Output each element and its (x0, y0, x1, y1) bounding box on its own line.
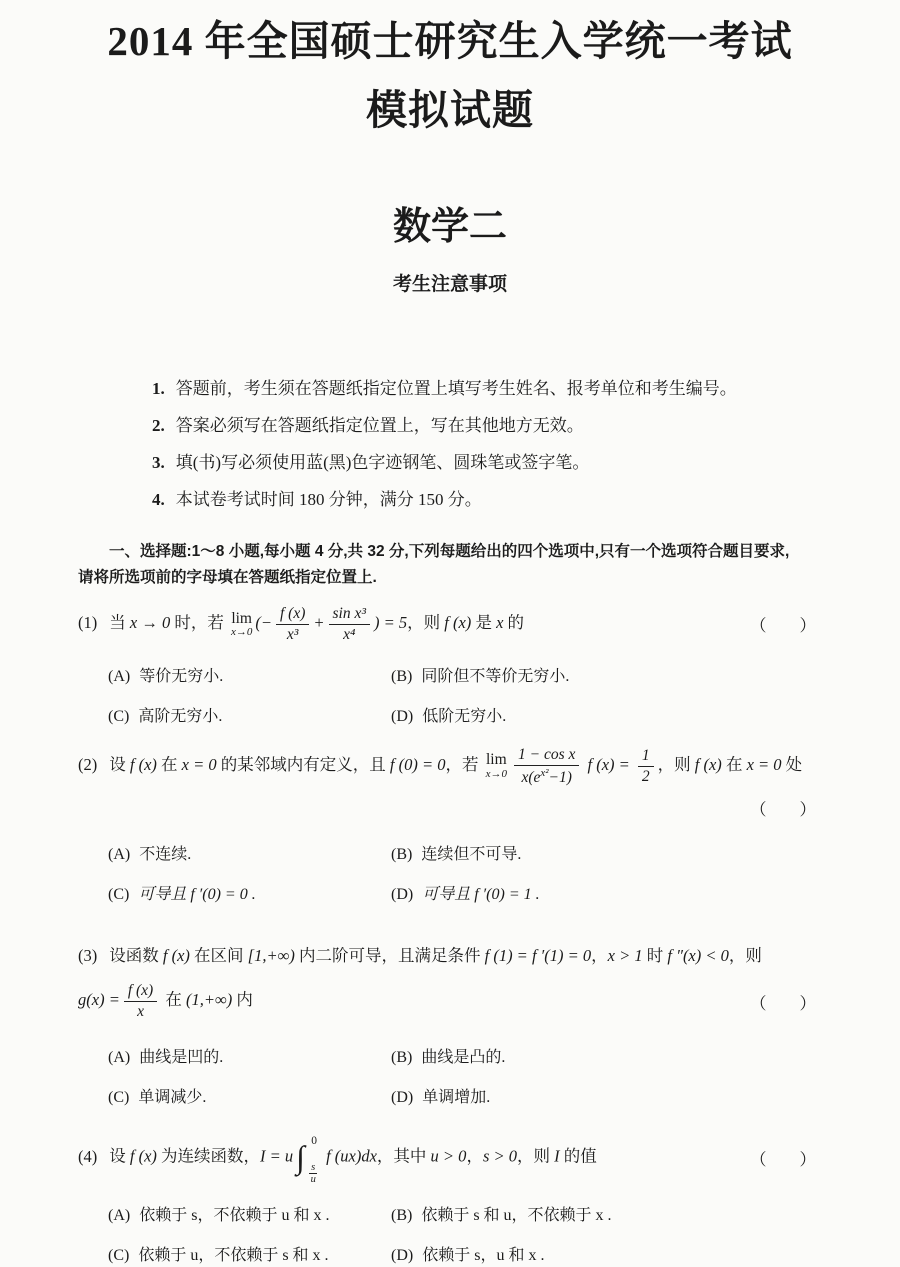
option-b (391, 1047, 840, 1069)
math-text: f (x) (129, 1146, 157, 1166)
question-3-stem-line1 (78, 942, 840, 966)
notice-heading: 考生注意事项 (392, 274, 507, 296)
question-number: (3) (78, 946, 98, 966)
stem-text: ，则 (728, 946, 762, 966)
math-text: x = 0 (181, 754, 217, 774)
notice-text: 答案必须写在答题纸指定位置上，写在其他地方无效。 (175, 416, 584, 436)
notice-number: 1. (152, 379, 165, 399)
stem-text: 当 (109, 613, 130, 633)
math-text: g(x) = (78, 990, 120, 1010)
fraction-numerator: 1 (638, 747, 654, 767)
math-text: x > 1 (607, 946, 643, 966)
fraction-numerator: f (x) (124, 982, 157, 1002)
den-text: x(e (521, 768, 541, 786)
option-c (108, 706, 391, 728)
integral-icon: ∫ (296, 1139, 305, 1176)
option-text: 低阶无穷小. (422, 707, 507, 725)
option-label: (C) (108, 886, 130, 904)
mini-fraction-numerator: s (311, 1161, 316, 1173)
math-text: s > 0 (482, 1146, 517, 1166)
math-text: I = u (260, 1146, 294, 1166)
fraction (276, 605, 309, 644)
limit-operator (231, 611, 252, 639)
option-b (391, 844, 840, 866)
notice-number: 2. (152, 416, 165, 436)
notice-list (152, 378, 840, 511)
integral-lower-limit (309, 1162, 317, 1189)
lim-word: lim (231, 609, 252, 627)
math-text: f (1) = f ′(1) = 0 (484, 946, 592, 966)
math-text: ) = 5 (374, 613, 408, 633)
notice-item-3 (152, 452, 840, 474)
math-text: (− (255, 613, 272, 633)
integral-upper-limit: 0 (311, 1135, 317, 1148)
option-b (391, 666, 840, 688)
option-text: 依赖于 s 和 u，不依赖于 x . (421, 1206, 612, 1224)
limit-operator (486, 752, 507, 780)
option-text: 同阶但不等价无穷小. (421, 667, 570, 685)
stem-text: 时 (642, 946, 668, 966)
option-d (391, 1087, 840, 1109)
stem-text: 时，若 (170, 613, 228, 633)
stem-text: ， (466, 1146, 483, 1166)
option-text: 连续但不可导. (421, 846, 522, 864)
question-4-options (108, 1205, 840, 1267)
notice-number: 3. (152, 453, 165, 473)
stem-text: 在 (156, 754, 182, 774)
fraction-denominator: x⁴ (343, 625, 356, 643)
question-1 (60, 603, 840, 728)
stem-text: 的 (503, 613, 525, 633)
fraction (638, 747, 654, 786)
question-number: (1) (78, 613, 98, 633)
math-text: f (x) (444, 613, 472, 633)
option-label: (D) (391, 707, 414, 725)
stem-text: 内 (232, 990, 253, 1010)
stem-text: 在 (161, 990, 186, 1010)
math-text: x = 0 (746, 754, 782, 774)
fraction (514, 746, 579, 787)
option-text: 可导且 f ′(0) = 0 . (138, 886, 256, 904)
math-text: x → 0 (129, 613, 171, 633)
fraction-denominator (514, 766, 579, 787)
notice-text: 填(书)写必须使用蓝(黑)色字迹钢笔、圆珠笔或签字笔。 (175, 453, 590, 473)
math-text: f ″(x) < 0 (667, 946, 729, 966)
stem-text: 内二阶可导，且满足条件 (294, 946, 485, 966)
math-text: f (x) (162, 946, 190, 966)
math-text: x (496, 613, 504, 633)
math-text: f (x) (694, 754, 722, 774)
question-number: (4) (78, 1146, 98, 1166)
notice-item-1 (152, 378, 840, 400)
option-a (108, 666, 391, 688)
question-4-content (78, 1135, 738, 1186)
option-text: 依赖于 u，不依赖于 s 和 x . (138, 1246, 329, 1264)
stem-text: ，若 (445, 754, 483, 774)
option-a (108, 1205, 391, 1227)
fraction-denominator: x (137, 1003, 144, 1021)
question-4 (60, 1135, 840, 1267)
fraction (124, 982, 157, 1021)
option-label: (C) (108, 1246, 130, 1264)
stem-text: 在区间 (189, 946, 248, 966)
option-label: (A) (108, 1206, 131, 1224)
fraction-denominator: x³ (286, 625, 299, 643)
fraction-numerator: sin x³ (329, 605, 371, 625)
math-text: + (313, 613, 325, 633)
math-text: f (x) = (583, 754, 634, 774)
math-text: (1,+∞) (185, 990, 233, 1010)
option-label: (A) (108, 846, 131, 864)
answer-blank: （ ） (750, 1149, 816, 1169)
question-3-content (78, 980, 738, 1023)
math-text: [1,+∞) (247, 946, 295, 966)
option-label: (C) (108, 1089, 130, 1107)
notice-item-2 (152, 415, 840, 437)
answer-blank: （ ） (750, 993, 816, 1013)
question-2 (60, 744, 840, 907)
option-text: 曲线是凸的. (421, 1049, 506, 1067)
notice-item-4 (152, 489, 840, 511)
option-d (391, 706, 840, 728)
option-text: 等价无穷小. (139, 667, 224, 685)
option-label: (A) (108, 667, 131, 685)
stem-text: ，则 (657, 754, 695, 774)
stem-text: 设函数 (109, 946, 163, 966)
option-a (108, 1047, 391, 1069)
math-text: I (554, 1146, 560, 1166)
option-d (391, 884, 840, 906)
stem-text: 在 (721, 754, 747, 774)
mini-fraction (309, 1162, 317, 1186)
fraction-denominator: 2 (641, 767, 650, 785)
math-text: f (0) = 0 (389, 754, 446, 774)
stem-text: 的某邻域内有定义，且 (216, 754, 390, 774)
integral (296, 1135, 319, 1186)
stem-text: ，则 (517, 1146, 555, 1166)
stem-text: ，则 (407, 613, 445, 633)
question-number: (2) (78, 754, 98, 774)
question-2-content (78, 744, 816, 789)
question-3 (60, 942, 840, 1109)
option-c (108, 1087, 391, 1109)
math-text: u > 0 (430, 1146, 467, 1166)
den-text: −1) (548, 768, 572, 786)
option-label: (B) (391, 1206, 413, 1224)
notice-number: 4. (152, 490, 165, 510)
option-label: (B) (391, 846, 413, 864)
option-text: 曲线是凹的. (139, 1049, 224, 1067)
answer-blank: （ ） (750, 800, 816, 820)
stem-text: 的值 (559, 1146, 597, 1166)
option-label: (B) (391, 667, 413, 685)
notice-text: 本试卷考试时间 180 分钟，满分 150 分。 (175, 490, 482, 510)
lim-subscript: x→0 (230, 626, 253, 639)
option-a (108, 844, 391, 866)
option-label: (A) (108, 1049, 131, 1067)
option-label: (B) (391, 1049, 413, 1067)
option-text: 单调减少. (138, 1089, 207, 1107)
section-header-line1: 一、选择题:1～8 小题,每小题 4 分,共 32 分,下列每题给出的四个选项中,只有一个选项符合题目要求, (109, 543, 790, 561)
section-header-line2: 请将所选项前的字母填在答题纸指定位置上. (78, 569, 377, 587)
option-text: 依赖于 s，不依赖于 u 和 x . (139, 1206, 330, 1224)
math-text: f (ux)dx (321, 1146, 377, 1166)
answer-blank: （ ） (750, 616, 816, 636)
option-text: 单调增加. (422, 1089, 491, 1107)
option-label: (D) (391, 1246, 414, 1264)
stem-text: 是 (471, 613, 497, 633)
option-c (108, 1245, 391, 1267)
question-1-options (108, 666, 840, 728)
subject-title: 数学二 (392, 205, 507, 248)
stem-text: ，其中 (376, 1146, 431, 1166)
option-text: 不连续. (139, 846, 192, 864)
stem-text: 设 (109, 1146, 130, 1166)
stem-text: 处 (781, 754, 803, 774)
math-text: f (x) (129, 754, 157, 774)
question-1-stem (78, 603, 840, 646)
section-header (60, 539, 840, 591)
question-1-content (78, 603, 738, 646)
notice-text: 答题前，考生须在答题纸指定位置上填写考生姓名、报考单位和考生编号。 (175, 379, 737, 399)
option-text: 依赖于 s，u 和 x . (422, 1246, 545, 1264)
answer-blank-row (78, 796, 840, 820)
stem-text: 设 (109, 754, 130, 774)
question-4-stem (78, 1135, 840, 1185)
fraction (329, 605, 371, 644)
fraction-numerator: 1 − cos x (514, 746, 579, 766)
option-d (391, 1245, 840, 1267)
question-2-stem (78, 744, 840, 789)
lim-subscript: x→0 (485, 767, 507, 780)
page-title: 2014 年全国硕士研究生入学统一考试 (107, 18, 793, 64)
lim-word: lim (485, 751, 507, 769)
page-subtitle: 模拟试题 (366, 87, 534, 134)
option-c (108, 884, 391, 906)
option-label: (C) (108, 707, 130, 725)
stem-text: 为连续函数， (156, 1146, 261, 1166)
question-2-options (108, 844, 840, 906)
option-text: 高阶无穷小. (138, 707, 223, 725)
option-label: (D) (391, 886, 414, 904)
fraction-numerator: f (x) (276, 605, 309, 625)
mini-fraction-denominator: u (310, 1174, 316, 1186)
question-3-stem-line2 (78, 980, 840, 1023)
stem-text: ， (591, 946, 608, 966)
option-label: (D) (391, 1089, 414, 1107)
question-3-options (108, 1047, 840, 1109)
option-text: 可导且 f ′(0) = 1 . (422, 886, 540, 904)
option-b (391, 1205, 840, 1227)
exponent: x² (540, 766, 549, 779)
